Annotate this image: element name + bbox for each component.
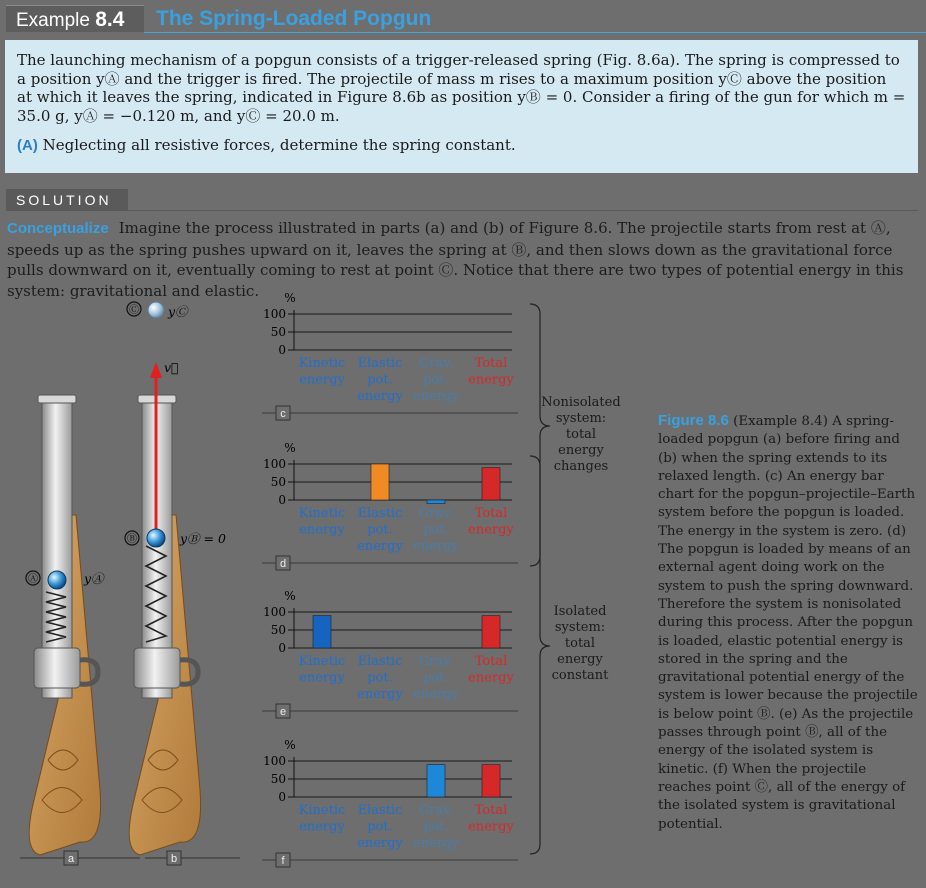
brace-bottom-line-2: system: [554,620,606,635]
part-label-b [145,851,240,865]
chart-f-label-grav-0: Grav. [418,803,454,818]
chart-e-part-label: e [279,706,287,718]
question-text: Neglecting all resistive forces, determine the spring constant. [42,136,516,154]
label-y-b: yⒷ = 0 [180,531,226,546]
brace-bottom-line-1: Isolated [553,604,607,619]
chart-e-label-grav-1: pot. [423,670,449,686]
part-b-text: b [170,853,178,865]
chart-e-label-grav-0: Grav. [418,654,454,669]
chart-f-tick-0: 0 [278,790,286,804]
example-title: The Spring-Loaded Popgun [156,7,432,30]
chart-d-percent: % [284,441,296,455]
chart-e-tick-0: 0 [278,641,286,655]
chart-c-label-elastic-2: energy [357,389,403,404]
brace-bottom-text [548,604,612,684]
chart-e-label-kinetic-0: Kinetic [298,654,346,669]
chart-f-label-total-1: energy [468,819,514,835]
chart-d-part-label: d [279,558,287,570]
chart-e-label-kinetic-1: energy [299,670,345,686]
chart-f-label-elastic-2: energy [357,836,403,851]
question-label: (A) [17,137,38,154]
chart-e-percent: % [284,589,296,603]
brace-top-text [541,395,621,475]
point-b-symbol: Ⓑ [127,534,137,545]
problem-text: The launching mechanism of a popgun consists of a trigger-released spring (Fig. 8.6a). The spring is compressed to a position yⒶ and the trigger is fired. The projectile of mass m rises to a maximum position yⒸ above the position at which it leaves the spring, indicated in Figure 8.6b as position yⒷ = 0. Consider a firing of the gun for which m = 35.0 g, yⒶ = −0.120 m, and yⒸ = 20.0 m. [17,51,906,125]
energy-bar-charts [262,291,518,867]
chart-f-label-total-0: Total [474,803,508,818]
chart-c-part-label: c [280,408,286,420]
chart-f-label-kinetic-1: energy [299,819,345,835]
chart-c-label-total-0: Total [474,356,508,371]
chart-d-label-total-0: Total [474,506,508,521]
velocity-label: v⃗ [164,360,179,375]
label-y-a: yⒶ [84,571,104,586]
chart-d-label-kinetic-0: Kinetic [298,506,346,521]
chart-d-tick-100: 100 [263,457,286,471]
chart-f-tick-50: 50 [270,772,286,786]
chart-e-bar-kinetic [313,616,331,648]
brace-top-line-2: system: total [555,411,607,442]
chart-e-tick-100: 100 [263,605,286,619]
brace-bottom-line-4: energy [557,652,603,667]
figure-caption [658,412,918,834]
point-a-symbol: Ⓐ [28,574,38,585]
chart-d-tick-0: 0 [278,493,286,507]
example-number: 8.4 [95,8,125,31]
chart-d-tick-50: 50 [270,475,286,489]
chart-c-label-grav-2: energy [413,389,459,404]
chart-c-label-elastic-1: pot. [367,372,393,388]
chart-d-label-grav-1: pot. [423,522,449,538]
point-c-symbol: Ⓒ [129,305,139,316]
part-a-text: a [67,853,75,865]
chart-e-label-elastic-2: energy [357,687,403,702]
chart-f-percent: % [284,738,296,752]
chart-c-label-kinetic-1: energy [299,372,345,388]
chart-c-tick-50: 50 [270,325,286,339]
conceptualize-label: Conceptualize [7,220,109,237]
chart-c-label-kinetic-0: Kinetic [298,356,346,371]
chart-c-label-total-1: energy [468,372,514,388]
chart-e-label-elastic-0: Elastic [357,654,403,669]
chart-d-label-kinetic-1: energy [299,522,345,538]
chart-e-label-total-1: energy [468,670,514,686]
chart-d-label-grav-2: energy [413,539,459,554]
brace-top-line-4: changes [553,459,609,474]
chart-f-bar-grav [427,765,445,797]
label-y-c: yⒸ [168,304,188,319]
caption-title: Figure 8.6 [658,412,729,429]
chart-f-label-elastic-1: pot. [367,819,393,835]
popgun-a [29,395,100,855]
chart-d-bar-total [482,468,500,500]
chart-e-bar-total [482,616,500,648]
chart-f-part-label: f [281,855,285,867]
brace-top-line-1: Nonisolated [541,395,621,410]
chart-f-label-grav-2: energy [413,836,459,851]
chart-d-label-elastic-2: energy [357,539,403,554]
example-label: Example [16,10,90,31]
chart-f-label-elastic-0: Elastic [357,803,403,818]
chart-f-label-kinetic-0: Kinetic [298,803,346,818]
chart-d-label-grav-0: Grav. [418,506,454,521]
solution-label: SOLUTION [6,189,128,211]
chart-f-bar-total [482,765,500,797]
brace-bottom-line-3: total [564,636,596,651]
chart-e-label-elastic-1: pot. [367,670,393,686]
caption-ref: (Example 8.4) [733,414,828,429]
chart-d-label-elastic-0: Elastic [357,506,403,521]
chart-d-label-total-1: energy [468,522,514,538]
conceptualize-text: Imagine the process illustrated in parts (a) and (b) of Figure 8.6. The projectile starts from rest at Ⓐ, speeds up as the spring pushes upward on it, leaves the spring at Ⓑ, and then slows down as the gravitational force pulls downward on it, eventually coming to rest at point Ⓒ. Notice that there are two types of potential energy in this system: gravitational and elastic. [7,219,904,300]
chart-f-label-grav-1: pot. [423,819,449,835]
chart-f-tick-100: 100 [263,754,286,768]
label-point-c [127,302,190,319]
chart-e-label-grav-2: energy [413,687,459,702]
brace-isolated [530,456,550,854]
chart-c-tick-100: 100 [263,307,286,321]
brace-top-line-3: energy [558,443,604,458]
caption-text: A spring-loaded popgun (a) before firing and (b) when the spring extends to its relaxed length. (c) An energy bar chart for the popgun–projectile–Earth system before the popgun is loaded. The energy in the system is zero. (d) The popgun is loaded by means of an external agent doing work on the system to push the spring downward. Therefore the system is nonisolated during this process. After the popgun is loaded, elastic potential energy is stored in the spring and the gravitational potential energy of the system is lower because the projectile is below point Ⓑ. (e) As the projectile passes through point Ⓑ, all of the energy of the isolated system is kinetic. (f) When the projectile reaches point Ⓒ, all of the energy of the isolated system is gravitational potential. [658,414,918,832]
chart-e-label-total-0: Total [474,654,508,669]
chart-c-percent: % [284,291,296,305]
chart-c-label-grav-1: pot. [423,372,449,388]
chart-d-label-elastic-1: pot. [367,522,393,538]
popgun-b [129,362,200,855]
chart-d-bar-elastic [371,464,389,500]
chart-d-bar-grav [427,500,445,504]
chart-e-tick-50: 50 [270,623,286,637]
brace-bottom-line-5: constant [551,668,609,683]
chart-c-label-elastic-0: Elastic [357,356,403,371]
chart-c-label-grav-0: Grav. [418,356,454,371]
chart-c-tick-0: 0 [278,343,286,357]
